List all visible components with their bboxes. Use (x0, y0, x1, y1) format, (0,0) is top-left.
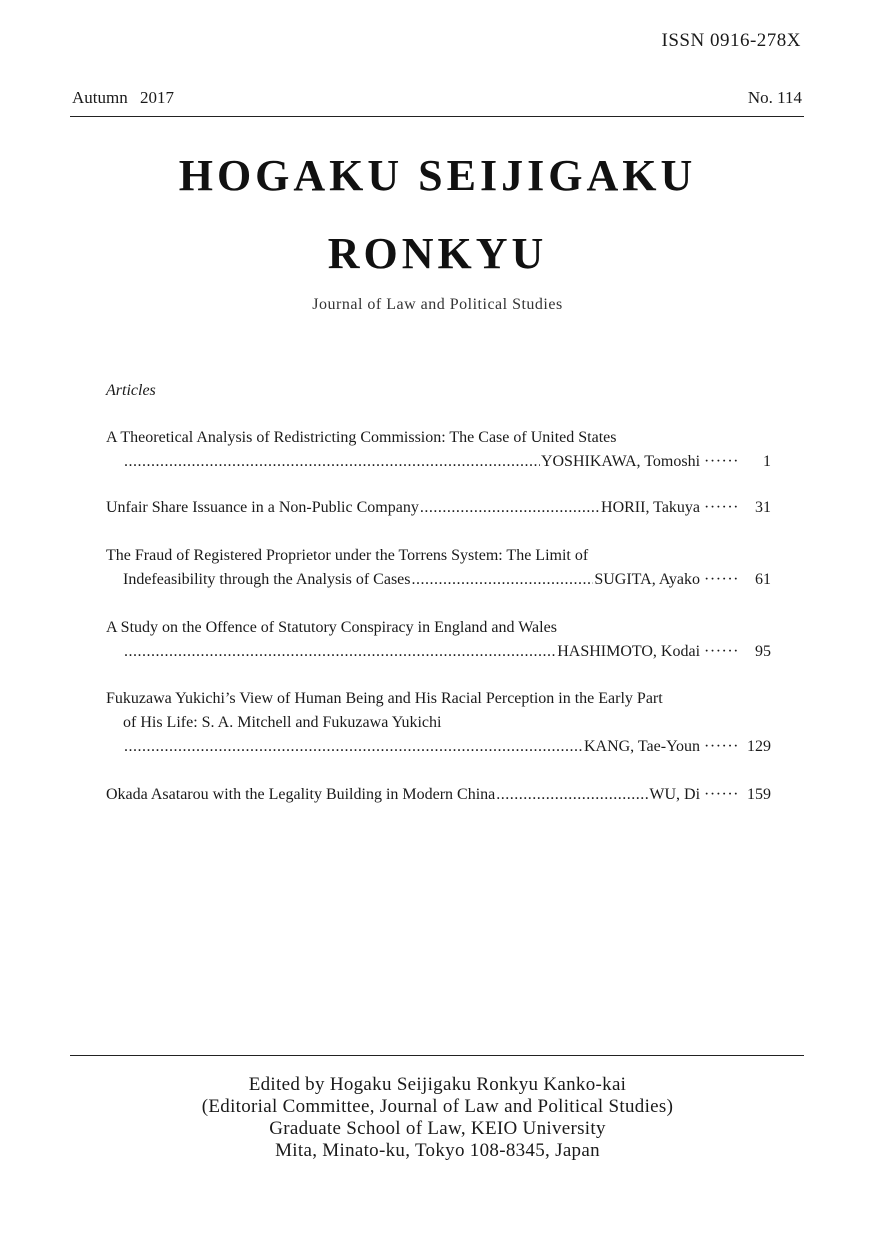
page-leader: ······ (704, 786, 739, 803)
publisher-info (0, 1074, 875, 1162)
toc-entry[interactable] (106, 616, 771, 664)
toc-entry[interactable] (106, 426, 771, 474)
article-title: A Theoretical Analysis of Redistricting Commission: The Case of United States (106, 429, 617, 446)
publisher-line: Mita, Minato-ku, Tokyo 108-8345, Japan (275, 1140, 600, 1161)
publisher-line: Edited by Hogaku Seijigaku Ronkyu Kanko-kai (248, 1074, 627, 1095)
dot-leader (420, 496, 600, 520)
issue-season: Autumn 2017 (72, 88, 174, 107)
article-author: YOSHIKAWA, Tomoshi (540, 453, 701, 470)
journal-title-line1: HOGAKU SEIJIGAKU (178, 151, 697, 200)
article-title-continued: of His Life: S. A. Mitchell and Fukuzawa Yukichi (123, 714, 442, 731)
article-title-continued: Indefeasibility through the Analysis of Cases (123, 571, 411, 588)
article-page: 1 (763, 453, 771, 470)
article-title: The Fraud of Registered Proprietor under the Torrens System: The Limit of (106, 547, 589, 564)
dot-leader (412, 568, 594, 592)
article-author: HORII, Takuya (601, 499, 701, 516)
dot-leader (124, 735, 583, 759)
article-page: 31 (755, 499, 771, 516)
dot-leader (496, 783, 648, 807)
issue-number: No. 114 (747, 88, 802, 107)
journal-subtitle: Journal of Law and Political Studies (312, 296, 563, 313)
toc-entry[interactable] (106, 687, 771, 759)
article-author: WU, Di (649, 786, 701, 803)
dot-leader (124, 640, 556, 664)
page-leader: ······ (704, 643, 739, 660)
header-divider (70, 116, 804, 117)
article-author: KANG, Tae-Youn (583, 738, 701, 755)
toc-leader-row (106, 640, 771, 664)
article-page: 129 (747, 738, 771, 755)
dot-leader (124, 450, 540, 474)
article-page: 61 (755, 571, 771, 588)
article-title: A Study on the Offence of Statutory Conspiracy in England and Wales (106, 619, 557, 636)
article-title: Unfair Share Issuance in a Non-Public Company (106, 499, 419, 516)
article-title: Fukuzawa Yukichi’s View of Human Being and His Racial Perception in the Early Part (106, 690, 663, 707)
publisher-line: (Editorial Committee, Journal of Law and Political Studies) (201, 1096, 674, 1117)
toc-entry[interactable] (106, 783, 771, 807)
page-leader: ······ (704, 571, 739, 588)
toc-leader-row (106, 783, 771, 807)
article-author: SUGITA, Ayako (594, 571, 701, 588)
footer-divider (70, 1055, 804, 1056)
publisher-line: Graduate School of Law, KEIO University (269, 1118, 606, 1139)
article-page: 159 (747, 786, 771, 803)
toc-entry[interactable] (106, 496, 771, 520)
toc-leader-row (106, 450, 771, 474)
page-leader: ······ (704, 738, 739, 755)
toc-leader-row (106, 568, 771, 592)
issn-number: ISSN 0916-278X (661, 30, 801, 51)
toc-leader-row (106, 735, 771, 759)
journal-title-line2: RONKYU (327, 229, 548, 278)
toc-entry[interactable] (106, 544, 771, 592)
article-page: 95 (755, 643, 771, 660)
article-title: Okada Asatarou with the Legality Building in Modern China (106, 786, 496, 803)
page-leader: ······ (704, 453, 739, 470)
page-leader: ······ (704, 499, 739, 516)
section-label-articles: Articles (106, 382, 156, 399)
article-author: HASHIMOTO, Kodai (557, 643, 701, 660)
toc-leader-row (106, 496, 771, 520)
